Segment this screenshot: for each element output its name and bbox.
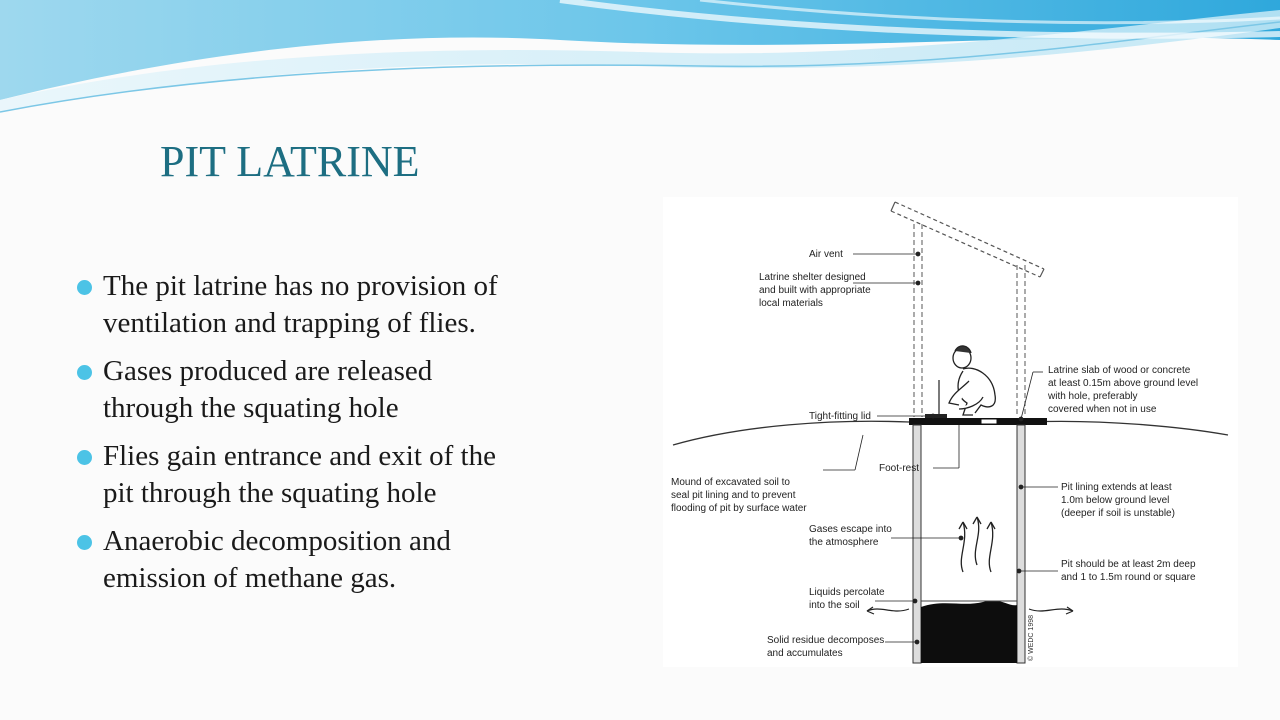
bullet-line: pit through the squating hole [103, 477, 437, 509]
bullet-line: Anaerobic decomposition and [103, 525, 451, 557]
label-foot-rest: Foot-rest [879, 463, 920, 474]
bullet-line: emission of methane gas. [103, 562, 397, 594]
bullet-item [76, 438, 636, 512]
label-mound: Mound of excavated soil to [671, 477, 790, 488]
label-gases: the atmosphere [809, 537, 879, 548]
bullet-item [76, 353, 636, 427]
bullet-line: Flies gain entrance and exit of the [103, 440, 496, 472]
label-shelter: local materials [759, 298, 823, 309]
label-slab: at least 0.15m above ground level [1048, 378, 1199, 389]
pit-latrine-diagram [663, 197, 1238, 667]
label-air-vent: Air vent [809, 249, 843, 260]
bullet-item [76, 523, 636, 597]
label-solids: and accumulates [767, 648, 843, 659]
slide-title: PIT LATRINE [160, 137, 420, 186]
label-slab: Latrine slab of wood or concrete [1048, 365, 1191, 376]
label-gases: Gases escape into [809, 524, 892, 535]
label-mound: seal pit lining and to prevent [671, 490, 796, 501]
label-pit-size: and 1 to 1.5m round or square [1061, 572, 1196, 583]
label-slab: covered when not in use [1048, 404, 1157, 415]
label-solids: Solid residue decomposes [767, 635, 885, 646]
label-liquids: into the soil [809, 600, 860, 611]
bullet-line: Gases produced are released [103, 355, 433, 387]
bullet-line: through the squating hole [103, 392, 399, 424]
label-pit-size: Pit should be at least 2m deep [1061, 559, 1196, 570]
latrine-slab [909, 418, 1047, 425]
label-lining: Pit lining extends at least [1061, 482, 1172, 493]
label-lining: 1.0m below ground level [1061, 495, 1170, 506]
solid-residue [921, 601, 1017, 663]
copyright-note: © WEDC 1998 [1028, 614, 1035, 661]
label-slab: with hole, preferably [1048, 391, 1138, 402]
bullet-dot-icon [77, 365, 92, 380]
label-lid: Tight-fitting lid [809, 411, 871, 422]
label-mound: flooding of pit by surface water [671, 503, 807, 514]
bullet-dot-icon [77, 535, 92, 550]
gas-arrows [959, 517, 995, 572]
bullet-dot-icon [77, 280, 92, 295]
label-liquids: Liquids percolate [809, 587, 885, 598]
bullet-item [76, 268, 636, 342]
bullet-line: ventilation and trapping of flies. [103, 307, 476, 339]
bullet-list [76, 268, 636, 608]
label-lining: (deeper if soil is unstable) [1061, 508, 1175, 519]
label-shelter: and built with appropriate [759, 285, 871, 296]
squatting-person [949, 346, 995, 415]
decorative-wave-banner [0, 0, 1280, 120]
bullet-line: The pit latrine has no provision of [103, 270, 498, 302]
bullet-dot-icon [77, 450, 92, 465]
label-shelter: Latrine shelter designed [759, 272, 866, 283]
